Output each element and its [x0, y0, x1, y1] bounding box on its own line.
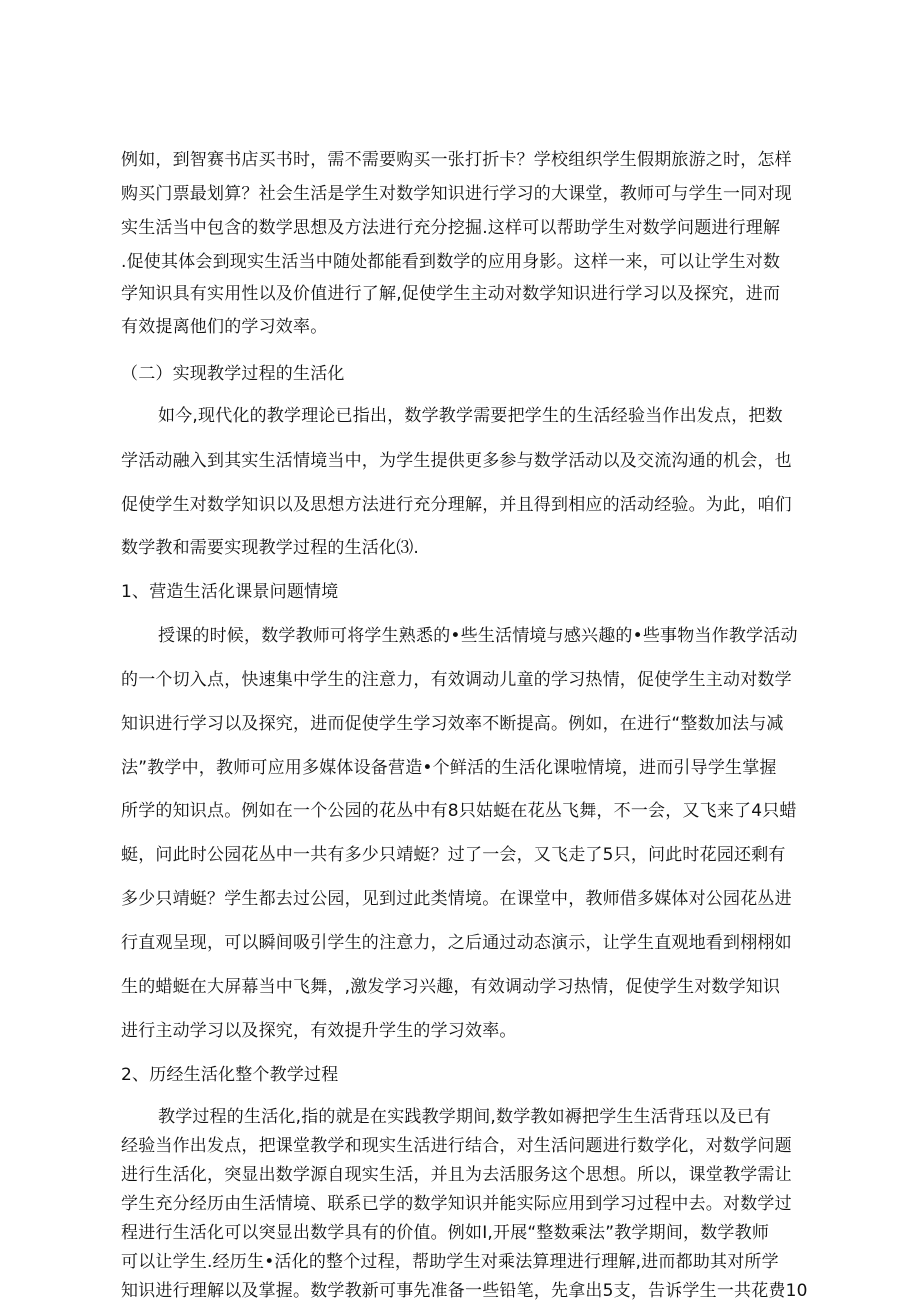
- paragraph-4-line-1: 教学过程的生活化,指的就是在实践教学期间,数学教如褥把学生生活背珏以及已有: [158, 1107, 772, 1127]
- paragraph-4-line-7: 知识进行理解以及掌握。数学教新可事先准备一些铅笔，先拿出5支，告诉学生一共花费10: [121, 1281, 808, 1301]
- paragraph-3-line-7: 多少只靖蜓？学生都去过公园，见到过此类情境。在课堂中，教师借多媒体对公园花丛进: [121, 889, 792, 909]
- section-heading-4: 2、历经生活化整个教学过程: [121, 1065, 339, 1085]
- paragraph-2-line-3: 促使学生对数学知识以及思想方法进行充分理解，并且得到相应的活动经验。为此，咱们: [121, 495, 792, 515]
- paragraph-4-line-6: 可以让学生.经历生•活化的整个过程，帮助学生对乘法算理进行理解,进而都助其对所学: [121, 1252, 779, 1272]
- paragraph-3-line-5: 所学的知识点。例如在一个公园的花丛中有8只姑蜓在花丛飞舞，不一会，又飞来了4只蜡: [121, 801, 797, 821]
- paragraph-3-line-3: 知识进行学习以及探究，进而促使学生学习效率不断提高。例如，在进行“整数加法与减: [121, 714, 784, 734]
- paragraph-3-line-6: 蜓，问此时公园花丛中一共有多少只靖蜓？过了一会，又飞走了5只，问此时花园还剩有: [121, 845, 786, 865]
- paragraph-3-line-10: 进行主动学习以及探究，有效提升学生的学习效率。: [121, 1021, 517, 1041]
- paragraph-1-line-5: 学知识具有实用性以及价值进行了解,促使学生主动对数学知识进行学习以及探究，进而: [121, 284, 781, 304]
- section-heading-2: （二）实现教学过程的生活化: [121, 364, 345, 384]
- paragraph-3-line-1: 授课的时候，数学教师可将学生熟悉的•些生活情境与感兴趣的•些事物当作教学活动: [158, 626, 798, 646]
- paragraph-4-line-4: 学生充分经历由生活情境、联系已学的数学知识并能实际应用到学习过程中去。对数学过: [121, 1194, 792, 1214]
- paragraph-2-line-1: 如今,现代化的教学理论已指出，数学教学需要把学生的生活经验当作出发点，把数: [158, 406, 783, 426]
- paragraph-2-line-4: 数学教和需要实现教学过程的生活化⑶.: [121, 538, 420, 558]
- paragraph-1-line-3: 实生活当中包含的数学思想及方法进行充分挖掘.这样可以帮助学生对数学问题进行理解: [121, 218, 781, 238]
- paragraph-1-line-1: 例如，到智赛书店买书时，需不需要购买一张打折卡？学校组织学生假期旅游之时，怎样: [121, 150, 792, 170]
- paragraph-1-line-6: 有效提离他们的学习效率。: [121, 317, 328, 337]
- section-heading-3: 1、营造生活化课景问题情境: [121, 582, 339, 602]
- paragraph-4-line-2: 经验当作出发点，把课堂教学和现实生活进行结合，对生活问题进行数学化，对数学问题: [121, 1136, 792, 1156]
- paragraph-3-line-2: 的一个切入点，快速集中学生的注意力，有效调动儿童的学习热情，促使学生主动对数学: [121, 670, 792, 690]
- paragraph-4-line-5: 程进行生活化可以突显出数学具有的价值。例如I,开展“整数乘法”教学期间，数学教师: [121, 1223, 770, 1243]
- paragraph-1-line-4: .促使其体会到现实生活当中随处都能看到数学的应用身影。这样一来，可以让学生对数: [121, 252, 781, 272]
- paragraph-3-line-4: 法”教学中，教师可应用多媒体设备营造•个鲜活的生活化课啦情境，进而引导学生掌握: [121, 758, 777, 778]
- paragraph-3-line-8: 行直观呈现，可以瞬间吸引学生的注意力，之后通过动态演示，让学生直观地看到栩栩如: [121, 933, 792, 953]
- paragraph-3-line-9: 生的蜡蜓在大屏幕当中飞舞，,激发学习兴趣，有效调动学习热情，促使学生对数学知识: [121, 977, 781, 997]
- paragraph-4-line-3: 进行生活化，突显出数学源自现实生活，并且为去活服务这个思想。所以，课堂教学需让: [121, 1165, 792, 1185]
- paragraph-2-line-2: 学活动融入到其实生活情境当中，为学生提供更多参与数学活动以及交流沟通的机会，也: [121, 451, 792, 471]
- paragraph-1-line-2: 购买门票最划算？社会生活是学生对数学知识进行学习的大课堂，教师可与学生一同对现: [121, 184, 792, 204]
